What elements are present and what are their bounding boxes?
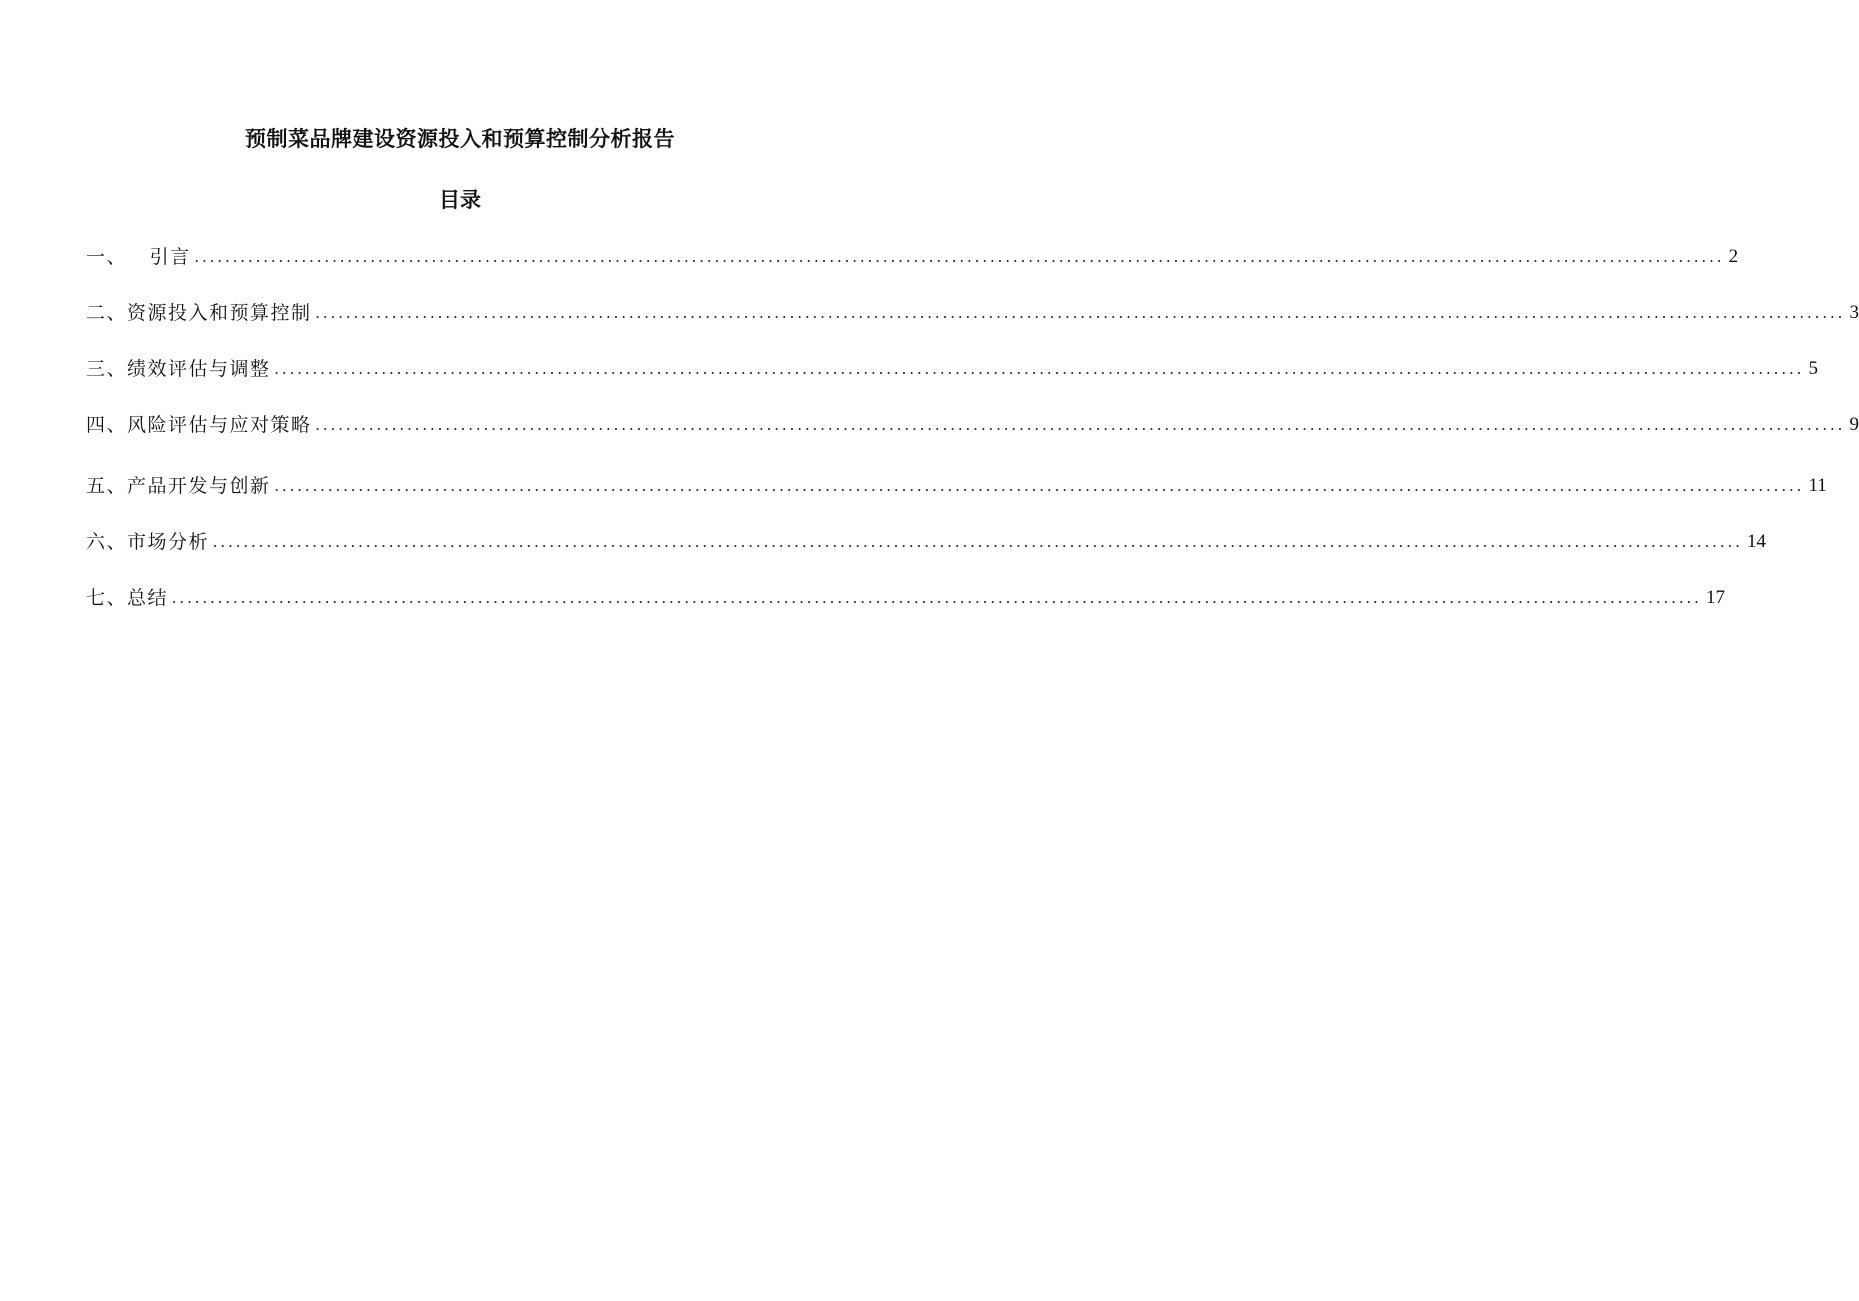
toc-entry[interactable] [86,525,1767,555]
toc-entry[interactable] [86,352,1819,382]
toc-entry-page: 2 [1728,246,1739,267]
toc-entry-label: 二、资源投入和预算控制 [86,302,312,324]
toc-entry-label: 五、产品开发与创新 [86,475,271,497]
toc-entry[interactable] [86,296,1859,326]
toc-entry[interactable] [86,581,1726,611]
toc-leader-dots: ........................................................................................................................................................................................................ [172,588,1703,607]
toc-entry-page: 11 [1808,475,1827,496]
toc-heading: 目录 [439,187,481,212]
toc-entry-page: 14 [1747,531,1767,552]
toc-leader-dots: ........................................................................................................................................................................................................ [315,303,1846,322]
toc-entry-page: 5 [1808,358,1819,379]
toc-entry[interactable] [86,240,1739,270]
toc-leader-dots: ........................................................................................................................................................................................................ [274,359,1805,378]
toc-entry-page: 3 [1849,302,1859,323]
toc-entry-label: 一、 引言 [86,246,191,268]
toc-entry[interactable] [86,408,1859,438]
toc-entry-label: 六、市场分析 [86,531,210,553]
toc-entry-label: 七、总结 [86,587,169,609]
document-title: 预制菜品牌建设资源投入和预算控制分析报告 [245,126,675,151]
toc-entry-label: 四、风险评估与应对策略 [86,414,312,436]
toc-leader-dots: ........................................................................................................................................................................................................ [315,415,1846,434]
toc-leader-dots: ........................................................................................................................................................................................................ [274,476,1805,495]
toc-entry[interactable] [86,469,1827,499]
toc-leader-dots: ........................................................................................................................................................................................................ [194,247,1725,266]
toc-entry-page: 17 [1706,587,1726,608]
toc-leader-dots: ........................................................................................................................................................................................................ [213,532,1744,551]
toc-entry-label: 三、绩效评估与调整 [86,358,271,380]
toc-entry-page: 9 [1849,414,1859,435]
